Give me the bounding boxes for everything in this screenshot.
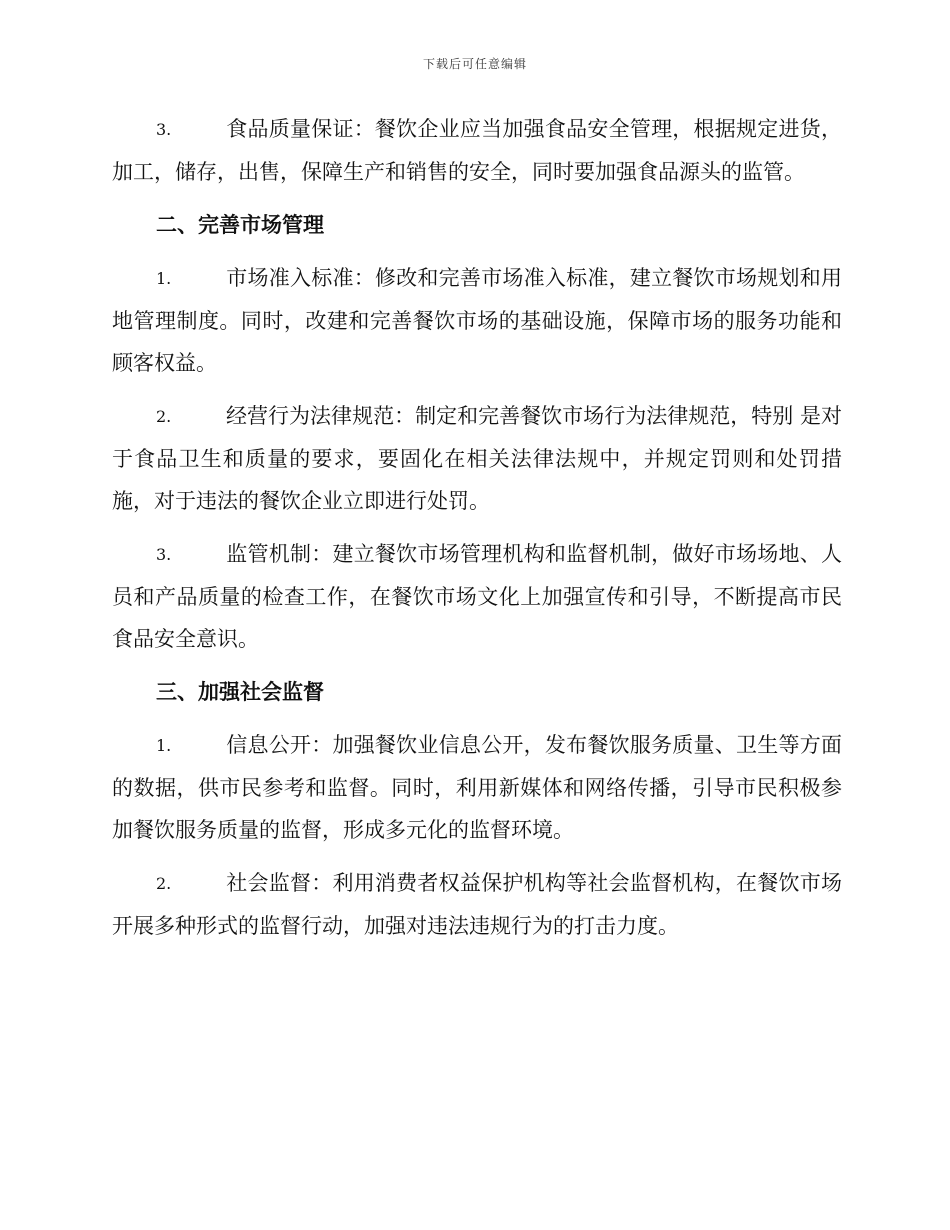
item-number: 3. — [156, 545, 172, 564]
list-item — [112, 395, 842, 522]
item-text: 市场准入标准：修改和完善市场准入标准，建立餐饮市场规划和用地管理制度。同时，改建和完善餐饮市场的基础设施，保障市场的服务功能和顾客权益。 — [112, 266, 842, 375]
item-text: 食品质量保证：餐饮企业应当加强食品安全管理，根据规定进货，加工，储存，出售，保障生产和销售的安全，同时要加强食品源头的监管。 — [112, 117, 842, 184]
list-item — [112, 108, 842, 193]
list-item — [112, 862, 842, 947]
item-number: 1. — [156, 736, 172, 755]
list-item — [112, 724, 842, 851]
item-number: 2. — [156, 407, 172, 426]
item-number: 2. — [156, 874, 172, 893]
item-text: 社会监督：利用消费者权益保护机构等社会监督机构，在餐饮市场开展多种形式的监督行动，加强对违法违规行为的打击力度。 — [112, 871, 842, 938]
item-number: 3. — [156, 120, 172, 139]
list-item — [112, 257, 842, 384]
list-item — [112, 533, 842, 660]
item-text: 监管机制：建立餐饮市场管理机构和监督机制，做好市场场地、人员和产品质量的检查工作，在餐饮市场文化上加强宣传和引导，不断提高市民食品安全意识。 — [112, 542, 842, 651]
item-number: 1. — [156, 269, 172, 288]
section-heading: 三、加强社会监督 — [156, 680, 324, 704]
item-text: 经营行为法律规范：制定和完善餐饮市场行为法律规范，特别 是对于食品卫生和质量的要求，要固化在相关法律法规中，并规定罚则和处罚措施，对于违法的餐饮企业立即进行处罚。 — [112, 404, 842, 513]
header-note: 下载后可任意编辑 — [422, 57, 527, 71]
item-text: 信息公开：加强餐饮业信息公开，发布餐饮服务质量、卫生等方面的数据，供市民参考和监督。同时，利用新媒体和网络传播，引导市民积极参加餐饮服务质量的监督，形成多元化的监督环境。 — [112, 733, 842, 842]
section-heading: 二、完善市场管理 — [156, 213, 324, 237]
document-body — [112, 108, 842, 958]
